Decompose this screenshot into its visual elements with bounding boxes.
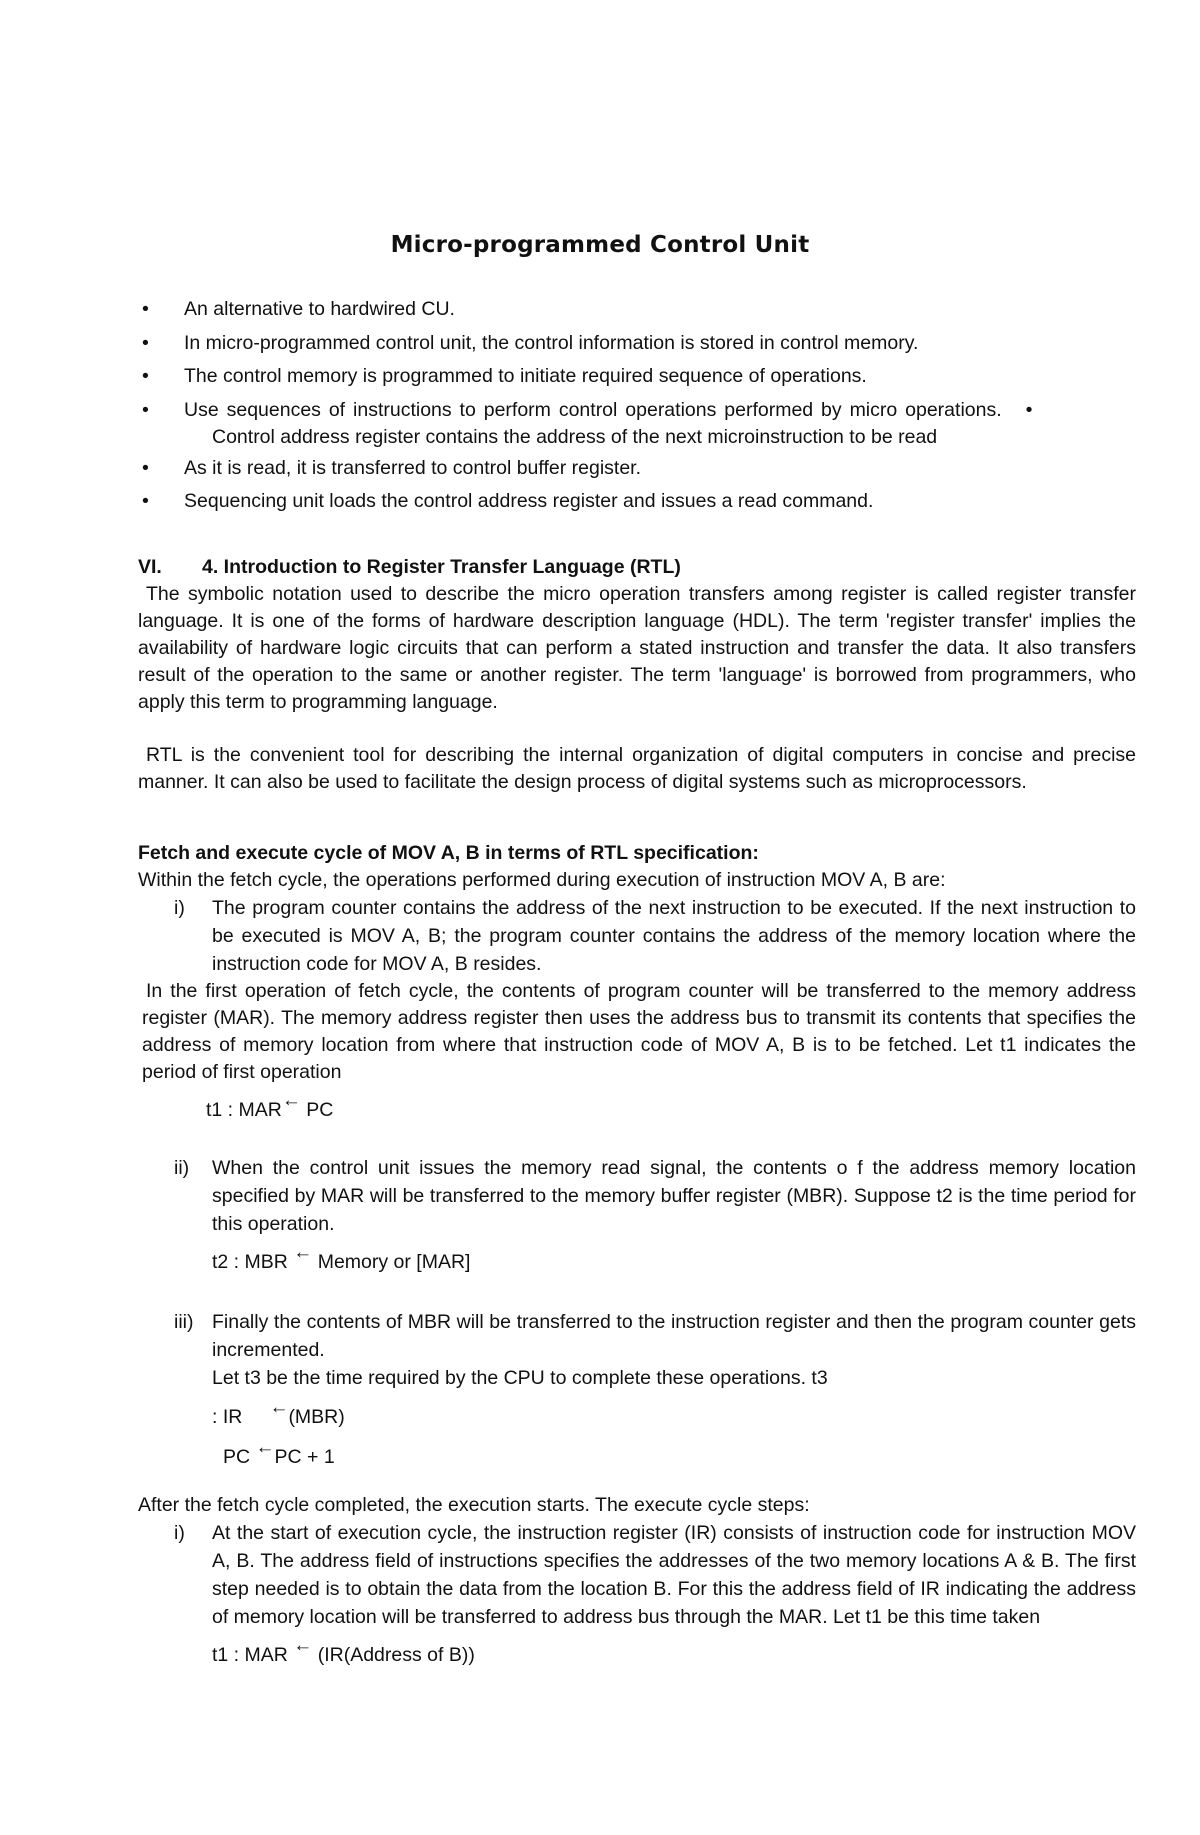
list-item: • Use sequences of instructions to perform control operations performed by micro operations. • Control address register contains the address of the next microinstruction to be read bbox=[142, 398, 1033, 448]
section-heading: VI. 4. Introduction to Register Transfer Language (RTL) bbox=[138, 556, 681, 578]
page-title: Micro-programmed Control Unit bbox=[390, 232, 810, 258]
fetch-step-3 bbox=[138, 1308, 1136, 1473]
bullet-icon: • bbox=[142, 456, 149, 479]
left-arrow-icon: ← bbox=[293, 1635, 313, 1656]
rtl-paragraph: The symbolic notation used to describe the micro operation transfers among register is called register transfer language. It is one of the forms of hardware description language (HDL). The term 'register transfer' implies the availability of hardware logic circuits that can perform a stated instruction and transfer the data. It also transfers result of the operation to the same or another register. The term 'language' is borrowed from programmers, who apply this term to programming language. bbox=[138, 583, 1136, 713]
formula-exec-t1: t1 : MAR ← (IR(Address of B)) bbox=[212, 1635, 475, 1666]
formula-t2: t2 : MBR ← Memory or [MAR] bbox=[212, 1242, 471, 1273]
formula-t3-ir: : IR ←(MBR) bbox=[212, 1397, 345, 1428]
list-item: • In micro-programmed control unit, the control information is stored in control memory. bbox=[138, 330, 1128, 357]
fetch-section bbox=[138, 840, 1136, 1127]
left-arrow-icon: ← bbox=[269, 1397, 289, 1418]
list-item: ii) When the control unit issues the memory read signal, the contents o f the address memory location specified by MAR will be transferred to the memory buffer register (MBR). Suppose t2 is the time period for this operation. bbox=[174, 1157, 1136, 1235]
fetch-intro: Within the fetch cycle, the operations performed during execution of instruction MOV A, B are: bbox=[138, 869, 946, 891]
bullet-icon: • bbox=[142, 331, 149, 354]
fetch-paragraph: In the first operation of fetch cycle, the contents of program counter will be transferred to the memory address register (MAR). The memory address register then uses the address bus to transmit its contents that specifies the address of memory location from where that instruction code of MOV A, B is to be fetched. Let t1 indicates the period of first operation bbox=[142, 980, 1136, 1083]
list-item: iii) Finally the contents of MBR will be transferred to the instruction register and then the program counter gets incremented. bbox=[174, 1311, 1136, 1361]
execute-intro: After the fetch cycle completed, the execution starts. The execute cycle steps: bbox=[138, 1494, 810, 1516]
bullet-icon: • bbox=[142, 298, 149, 320]
list-item: • Sequencing unit loads the control address register and issues a read command. bbox=[138, 488, 1128, 515]
left-arrow-icon: ← bbox=[255, 1437, 275, 1458]
left-arrow-icon: ← bbox=[281, 1090, 301, 1111]
fetch-step-3-note: Let t3 be the time required by the CPU to complete these operations. t3 bbox=[212, 1367, 828, 1389]
bullet-icon: • bbox=[1025, 398, 1033, 421]
bullet-icon: • bbox=[142, 490, 149, 512]
formula-t3-pc: PC ←PC + 1 bbox=[223, 1437, 335, 1468]
fetch-heading: Fetch and execute cycle of MOV A, B in terms of RTL specification: bbox=[138, 842, 759, 864]
list-item: i) At the start of execution cycle, the instruction register (IR) consists of instruction code for instruction MOV A, B. The address field of instructions specifies the addresses of the two memory locations A & B. The first step needed is to obtain the data from the location B. For this the address field of IR indicating the address of memory location will be transferred to address bus through the MAR. Let t1 be this time taken bbox=[174, 1522, 1136, 1628]
rtl-paragraph-2: RTL is the convenient tool for describing the internal organization of digital computers in concise and precise manner. It can also be used to facilitate the design process of digital systems such as microprocessors. bbox=[138, 744, 1136, 793]
rtl-section bbox=[138, 554, 1136, 796]
formula-t1: t1 : MAR← PC bbox=[206, 1090, 334, 1121]
bullet-icon: • bbox=[142, 365, 149, 387]
bullet-list bbox=[138, 296, 1128, 522]
left-arrow-icon: ← bbox=[293, 1242, 313, 1263]
list-item: • As it is read, it is transferred to control buffer register. bbox=[138, 455, 1128, 482]
list-item: • An alternative to hardwired CU. bbox=[138, 296, 1128, 323]
bullet-icon: • bbox=[142, 398, 149, 421]
list-item: i) The program counter contains the address of the next instruction to be executed. If the next instruction to be executed is MOV A, B; the program counter contains the address of the memory location where the instruction code for MOV A, B resides. bbox=[174, 897, 1136, 975]
fetch-step-2 bbox=[138, 1154, 1136, 1279]
list-item: • The control memory is programmed to initiate required sequence of operations. bbox=[138, 363, 1128, 390]
execute-section bbox=[138, 1492, 1136, 1672]
